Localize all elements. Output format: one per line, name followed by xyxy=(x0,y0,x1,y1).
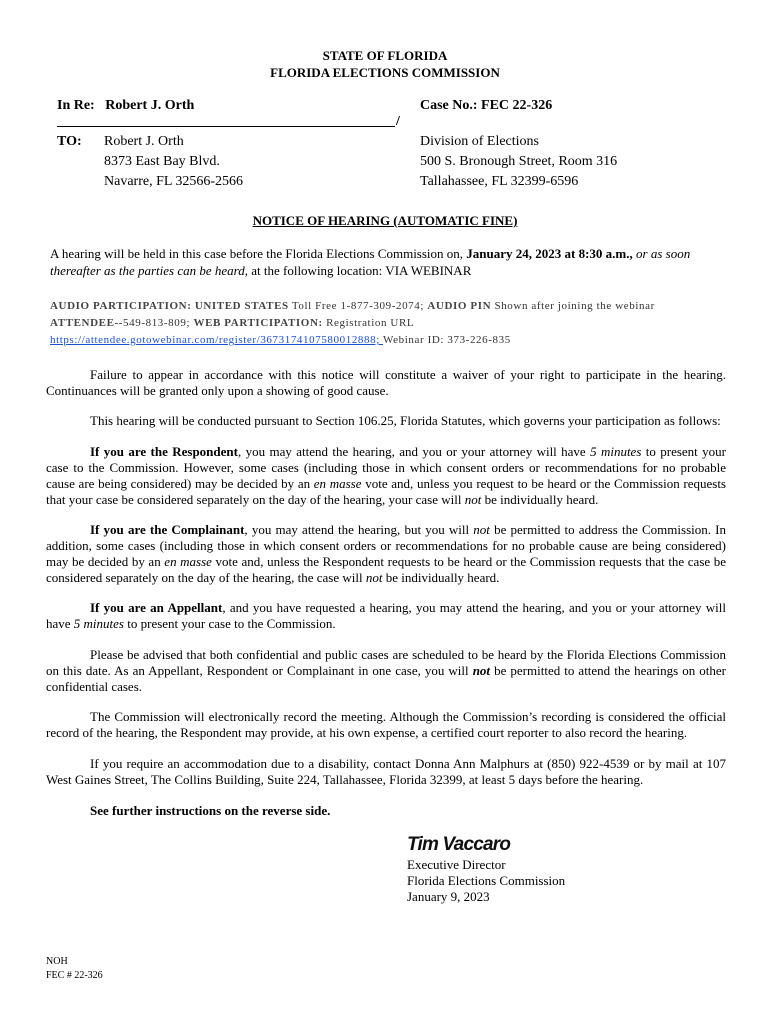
webinar-link[interactable]: https://attendee.gotowebinar.com/register/3673174107580012888; xyxy=(50,334,384,346)
toll-free: Toll Free 1-877-309-2074; xyxy=(288,300,428,312)
from-line-1: Division of Elections xyxy=(420,134,539,149)
intro-text-2: , at the following location: VIA WEBINAR xyxy=(244,263,472,278)
respondent-text-b: to present your case to the Commission. However, some cases (including those in which consent orders or recommendations for no probable cause are being considered) may be decided by an xyxy=(46,444,726,491)
in-re-label: In Re: xyxy=(57,98,95,113)
complainant-not-2: not xyxy=(365,570,383,585)
signature-date: January 9, 2023 xyxy=(407,889,490,904)
signature: Tim Vaccaro xyxy=(407,834,511,855)
to-address xyxy=(104,132,243,192)
appellant-paragraph xyxy=(46,600,726,632)
appellant-lead: If you are an Appellant xyxy=(90,600,223,615)
web-value: Registration URL xyxy=(322,317,415,329)
complainant-text-b: be permitted to address the Commission. In addition, some cases (including those in which consent orders or recommendations for no probable cause are being considered) may be decided by an xyxy=(46,522,727,569)
footer-code: NOH xyxy=(46,956,68,967)
audio-label: AUDIO PARTICIPATION: UNITED STATES xyxy=(50,300,289,312)
webinar-line-3 xyxy=(50,332,740,349)
signer-title: Executive Director xyxy=(407,857,506,872)
to-line-2: 8373 East Bay Blvd. xyxy=(104,154,220,169)
case-number: Case No.: FEC 22-326 xyxy=(420,98,553,113)
advised-text-a: Please be advised that both confidential and public cases are scheduled to be heard by the Florida Elections Commission on this date. As an Appellant, Respondent or Complainant in one case, you will xyxy=(46,647,726,678)
webinar-info xyxy=(50,298,740,349)
caption-slash: / xyxy=(396,114,400,129)
respondent-text-d: be individually heard. xyxy=(481,492,599,507)
respondent-not: not xyxy=(464,492,482,507)
failure-paragraph: Failure to appear in accordance with this notice will constitute a waiver of your right to participate in the hearing. Continuances will be granted only upon a showing of good cause. xyxy=(46,367,726,398)
caption-rule xyxy=(57,126,395,127)
respondent-text-a: , you may attend the hearing, and you or your attorney will have xyxy=(237,444,591,459)
notice-title: NOTICE OF HEARING (AUTOMATIC FINE) xyxy=(252,213,518,228)
intro-italic: or as soon thereafter as the parties can be heard xyxy=(50,246,691,278)
advised-text-b: be permitted to attend the hearings on other confidential cases. xyxy=(46,663,726,694)
appellant-text-b: to present your case to the Commission. xyxy=(124,616,336,631)
to-label: TO: xyxy=(57,134,82,149)
from-line-3: Tallahassee, FL 32399-6596 xyxy=(420,174,579,189)
hearing-date: January 24, 2023 at 8:30 a.m., xyxy=(466,246,633,261)
respondent-en-masse: en masse xyxy=(313,476,362,491)
complainant-lead: If you are the Complainant xyxy=(90,522,245,537)
advised-paragraph xyxy=(46,647,726,695)
appellant-minutes: 5 minutes xyxy=(73,616,124,631)
pin-label: AUDIO PIN xyxy=(427,300,492,312)
intro-text-1: A hearing will be held in this case before the Florida Elections Commission on, xyxy=(50,246,467,261)
complainant-en-masse: en masse xyxy=(164,554,212,569)
complainant-text-a: , you may attend the hearing, but you will xyxy=(244,522,474,537)
to-line-3: Navarre, FL 32566-2566 xyxy=(104,174,244,189)
advised-not: not xyxy=(472,663,491,678)
webinar-line-2 xyxy=(50,315,740,332)
footer xyxy=(46,955,103,983)
further-instructions: See further instructions on the reverse side. xyxy=(90,803,331,818)
webinar-line-1 xyxy=(50,298,740,315)
in-re xyxy=(57,96,194,116)
attendee-value: 549-813-809; xyxy=(123,317,194,329)
record-paragraph: The Commission will electronically record the meeting. Although the Commission’s recording is considered the official record of the hearing, the Respondent may provide, at his own expense, a certified court reporter to also record the hearing. xyxy=(46,709,726,740)
footer-case: FEC # 22-326 xyxy=(46,970,103,981)
webinar-id: Webinar ID: 373-226-835 xyxy=(383,334,511,346)
attendee-label: ATTENDEE-- xyxy=(50,317,124,329)
in-re-name: Robert J. Orth xyxy=(105,98,195,113)
signature-block xyxy=(407,857,565,905)
complainant-text-d: be individually heard. xyxy=(382,570,500,585)
web-label: WEB PARTICIPATION: xyxy=(193,317,323,329)
appellant-text-a: , and you have requested a hearing, you may attend the hearing, and you or your attorney will have xyxy=(46,600,726,631)
respondent-lead: If you are the Respondent xyxy=(90,444,238,459)
pursuant-paragraph: This hearing will be conducted pursuant to Section 106.25, Florida Statutes, which governs your participation as follows: xyxy=(90,413,721,428)
complainant-not: not xyxy=(473,522,490,537)
pin-value: Shown after joining the webinar xyxy=(491,300,655,312)
accommodation-paragraph: If you require an accommodation due to a disability, contact Donna Ann Malphurs at (850) 922-4539 or by mail at 107 West Gaines Street, The Collins Building, Suite 224, Tallahassee, Florida 32399, at least 5 days before the hearing. xyxy=(46,756,726,787)
complainant-text-c: vote and, unless the Respondent requests to be heard or the Commission requests that the case be considered separately on the day of the hearing, the case will xyxy=(46,554,727,585)
signer-org: Florida Elections Commission xyxy=(407,873,566,888)
to-line-1: Robert J. Orth xyxy=(104,134,184,149)
header-state: STATE OF FLORIDA xyxy=(322,48,448,63)
respondent-text-c: vote and, unless you request to be heard or the Commission requests that your case be considered separately on the day of the hearing, your case will xyxy=(46,476,726,507)
notice-title-wrap xyxy=(0,212,770,230)
complainant-paragraph xyxy=(46,522,726,586)
respondent-paragraph xyxy=(46,444,726,508)
header-commission: FLORIDA ELECTIONS COMMISSION xyxy=(270,65,500,80)
from-line-2: 500 S. Bronough Street, Room 316 xyxy=(420,154,618,169)
from-address xyxy=(420,132,617,192)
intro-paragraph xyxy=(50,245,740,279)
respondent-minutes: 5 minutes xyxy=(590,444,642,459)
